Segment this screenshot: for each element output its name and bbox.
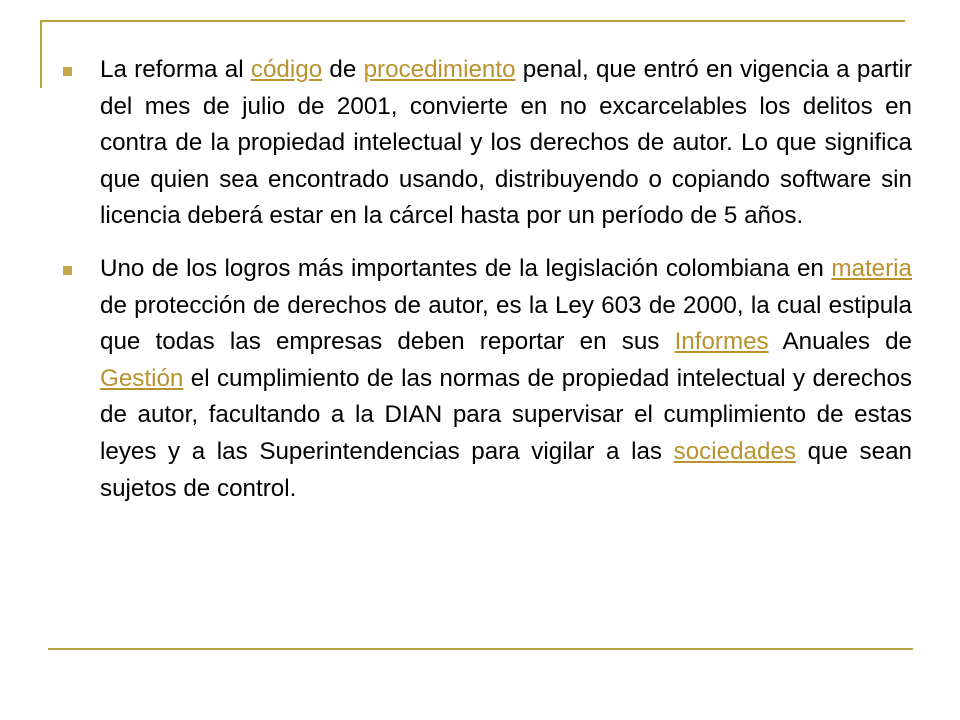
bullet-item (62, 52, 912, 235)
text-span: de (322, 56, 364, 83)
text-span: penal, que entró en vigencia a partir del mes de julio de 2001, convierte en no excarcelables los delitos en contra de la propiedad intelectual y los derechos de autor. Lo que significa que quien sea encontrado usando, distribuyendo o copiando software sin licencia deberá estar en la cárcel hasta por un período de 5 años. (100, 56, 912, 230)
link-sociedades[interactable]: sociedades (673, 437, 796, 465)
link-gestion[interactable]: Gestión (100, 364, 184, 392)
link-codigo[interactable]: código (250, 56, 323, 83)
frame-line-top (40, 20, 905, 22)
link-materia[interactable]: materia (831, 254, 912, 282)
frame-line-left (40, 20, 42, 88)
bullet-text (100, 251, 912, 507)
text-span: Anuales de (768, 328, 912, 356)
bullet-square-icon (63, 266, 72, 275)
frame-line-bottom (48, 648, 913, 650)
bullet-square-icon (63, 67, 72, 76)
bullet-text (100, 52, 912, 235)
slide-content (62, 52, 912, 523)
text-span: La reforma al (100, 56, 251, 83)
link-procedimiento[interactable]: procedimiento (363, 56, 516, 83)
link-informes[interactable]: Informes (674, 328, 769, 356)
text-span: Uno de los logros más importantes de la legislación colombiana en (100, 254, 832, 282)
text-span: de protección de derechos de autor, es la Ley 603 de 2000, la cual estipula que todas las empresas deben reportar en sus (100, 291, 912, 356)
text-span: el cumplimiento de las normas de propiedad intelectual y derechos de autor, facultando a la DIAN para supervisar el cumplimiento de estas leyes y a las Superintendencias para vigilar a las (100, 364, 912, 465)
bullet-item (62, 251, 912, 507)
text-span: que sean sujetos de control. (100, 437, 912, 502)
